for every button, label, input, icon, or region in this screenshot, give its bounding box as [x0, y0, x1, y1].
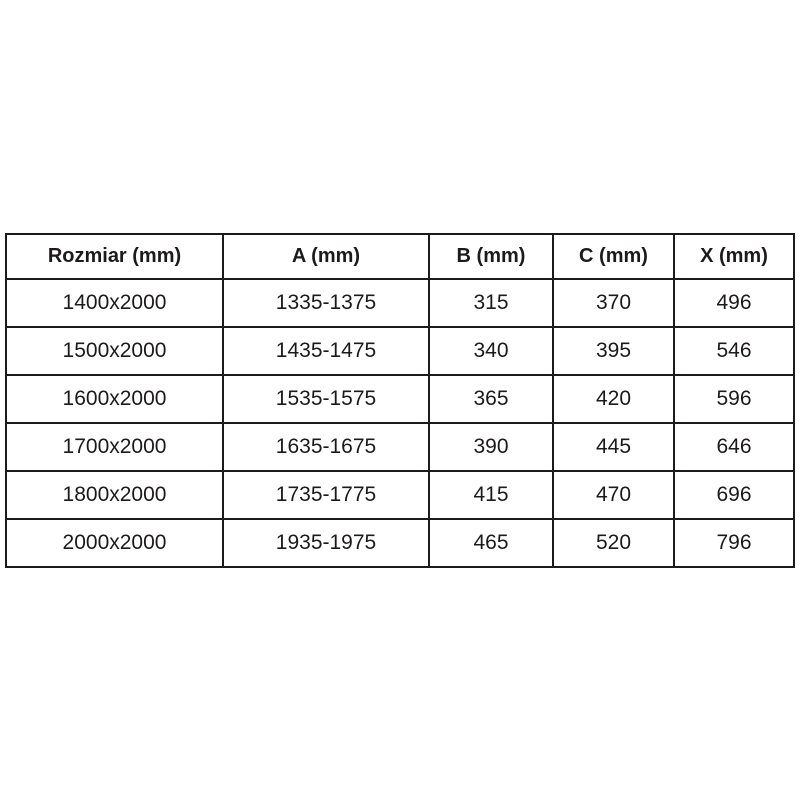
column-header-x: X (mm) — [674, 234, 794, 279]
cell-a: 1635-1675 — [223, 423, 429, 471]
cell-b: 390 — [429, 423, 553, 471]
cell-rozmiar: 1500x2000 — [6, 327, 223, 375]
cell-b: 465 — [429, 519, 553, 567]
cell-rozmiar: 1800x2000 — [6, 471, 223, 519]
dimensions-table-container — [5, 233, 793, 568]
table-row — [6, 279, 794, 327]
column-header-b: B (mm) — [429, 234, 553, 279]
table-row — [6, 423, 794, 471]
cell-x: 596 — [674, 375, 794, 423]
cell-b: 365 — [429, 375, 553, 423]
cell-rozmiar: 1700x2000 — [6, 423, 223, 471]
cell-a: 1935-1975 — [223, 519, 429, 567]
cell-rozmiar: 1600x2000 — [6, 375, 223, 423]
cell-rozmiar: 1400x2000 — [6, 279, 223, 327]
cell-c: 420 — [553, 375, 674, 423]
cell-x: 796 — [674, 519, 794, 567]
cell-c: 370 — [553, 279, 674, 327]
cell-rozmiar: 2000x2000 — [6, 519, 223, 567]
cell-x: 546 — [674, 327, 794, 375]
cell-c: 445 — [553, 423, 674, 471]
cell-a: 1535-1575 — [223, 375, 429, 423]
cell-a: 1335-1375 — [223, 279, 429, 327]
cell-x: 696 — [674, 471, 794, 519]
cell-c: 470 — [553, 471, 674, 519]
column-header-c: C (mm) — [553, 234, 674, 279]
table-row — [6, 471, 794, 519]
cell-x: 646 — [674, 423, 794, 471]
dimensions-table — [5, 233, 795, 568]
column-header-a: A (mm) — [223, 234, 429, 279]
cell-b: 315 — [429, 279, 553, 327]
table-row — [6, 519, 794, 567]
cell-b: 340 — [429, 327, 553, 375]
cell-c: 520 — [553, 519, 674, 567]
table-row — [6, 375, 794, 423]
column-header-rozmiar: Rozmiar (mm) — [6, 234, 223, 279]
cell-c: 395 — [553, 327, 674, 375]
cell-a: 1435-1475 — [223, 327, 429, 375]
cell-a: 1735-1775 — [223, 471, 429, 519]
cell-b: 415 — [429, 471, 553, 519]
cell-x: 496 — [674, 279, 794, 327]
header-row — [6, 234, 794, 279]
table-row — [6, 327, 794, 375]
